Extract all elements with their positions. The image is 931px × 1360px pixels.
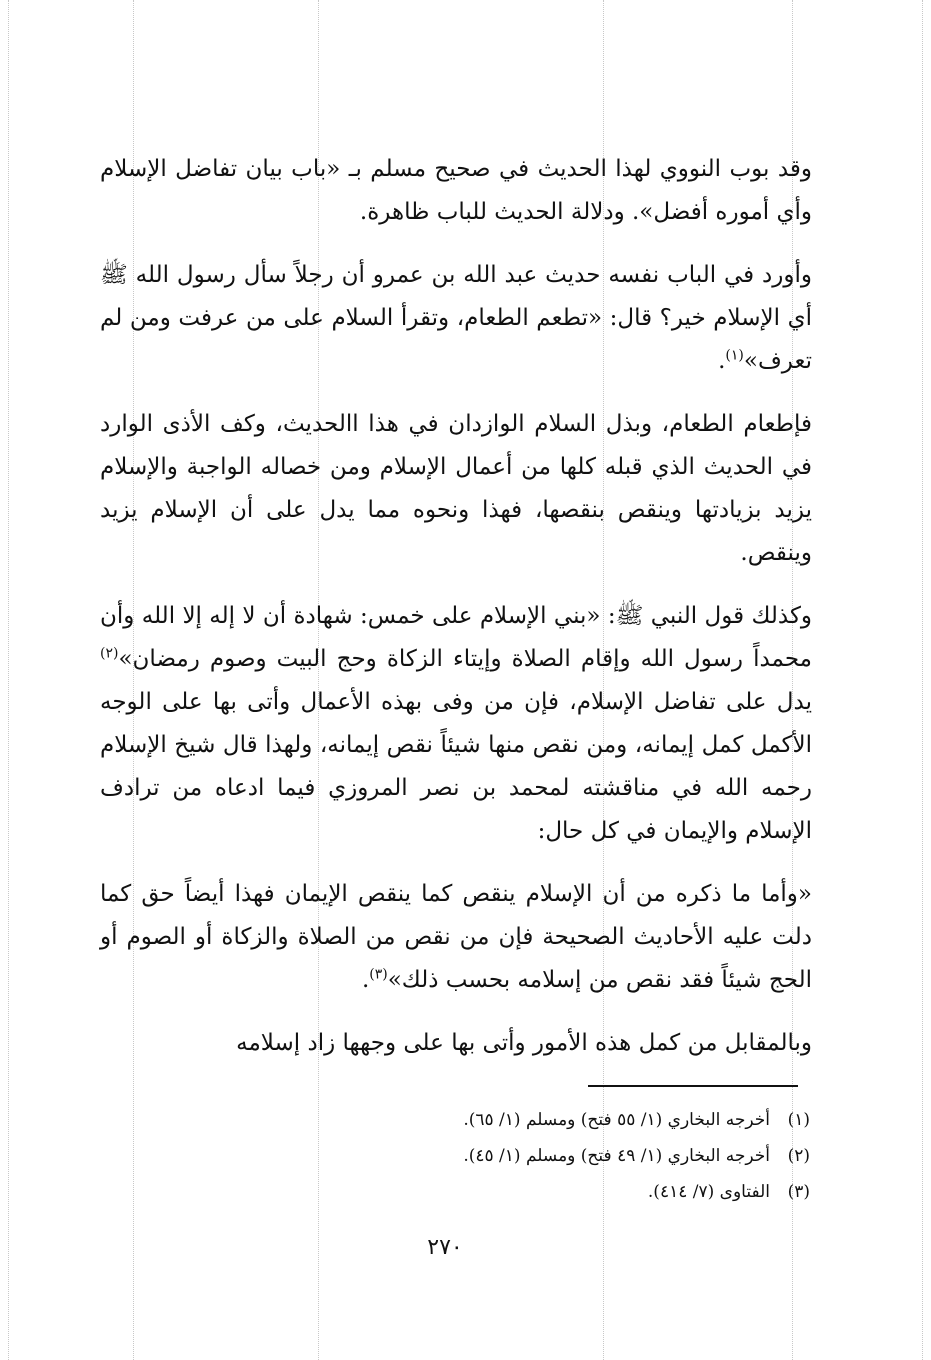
footnote-number: (٣) bbox=[787, 1182, 810, 1202]
paragraph-text: وقد بوب النووي لهذا الحديث في صحيح مسلم بـ «باب بيان تفاضل الإسلام وأي أموره أفضل». ودلالة الحديث للباب ظاهرة. bbox=[100, 156, 812, 225]
paragraph bbox=[100, 1022, 812, 1065]
footnote bbox=[330, 1102, 810, 1138]
paragraph-text-tail: . bbox=[361, 967, 370, 993]
footnote-divider bbox=[588, 1085, 798, 1087]
paragraph-text: وبالمقابل من كمل هذه الأمور وأتى بها على وجهها زاد إسلامه bbox=[236, 1030, 812, 1056]
paragraph bbox=[100, 403, 812, 575]
footnote-reference[interactable]: (٢) bbox=[100, 645, 119, 662]
paragraph bbox=[100, 148, 812, 234]
scan-guide-line bbox=[8, 0, 9, 1360]
footnote-text: أخرجه البخاري (١/ ٥٥ فتح) ومسلم (١/ ٦٥). bbox=[463, 1110, 770, 1130]
paragraph-text-tail: . bbox=[718, 348, 726, 374]
paragraph bbox=[100, 254, 812, 383]
paragraph-text: وكذلك قول النبي ﷺ: «بني الإسلام على خمس: شهادة أن لا إله إلا الله وأن محمداً رسول الله وإقام الصلاة وإيتاء الزكاة وحج البيت وصوم رمضان» bbox=[100, 603, 812, 672]
quote-paragraph bbox=[100, 873, 812, 1002]
paragraph-text-tail: يدل على تفاضل الإسلام، فإن من وفى بهذه الأعمال وأتى بها على الوجه الأكمل كمل إيمانه، ومن نقص منها شيئاً نقص إيمانه، ولهذا قال شيخ الإسلام رحمه الله في مناقشته لمحمد بن نصر المروزي فيما ادعاه من ترادف الإسلام والإيمان في كل حال: bbox=[100, 689, 812, 844]
footnote-number: (١) bbox=[787, 1110, 810, 1130]
paragraph-text: وأورد في الباب نفسه حديث عبد الله بن عمرو أن رجلاً سأل رسول الله ﷺ أي الإسلام خير؟ قال: «تطعم الطعام، وتقرأ السلام على من عرفت ومن لم تعرف» bbox=[100, 262, 812, 374]
footnote-number: (٢) bbox=[787, 1146, 810, 1166]
footnote-reference[interactable]: (٣) bbox=[369, 966, 388, 983]
footnotes bbox=[330, 1102, 810, 1210]
page-body bbox=[100, 148, 812, 1065]
scan-guide-line bbox=[922, 0, 923, 1360]
paragraph-text: فإطعام الطعام، وبذل السلام الوازدان في هذا االحديث، وكف الأذى الوارد في الحديث الذي قبله كلها من أعمال الإسلام ومن خصاله الواجبة والإسلام يزيد بزيادتها وينقص بنقصها، فهذا ونحوه مما يدل على أن الإسلام يزيد وينقص. bbox=[100, 411, 812, 566]
footnote bbox=[330, 1174, 810, 1210]
footnote-text: أخرجه البخاري (١/ ٤٩ فتح) ومسلم (١/ ٤٥). bbox=[463, 1146, 770, 1166]
footnote bbox=[330, 1138, 810, 1174]
paragraph bbox=[100, 595, 812, 853]
footnote-reference[interactable]: (١) bbox=[725, 347, 744, 364]
page-number: ٢٧٠ bbox=[427, 1235, 463, 1260]
paragraph-text: «وأما ما ذكره من أن الإسلام ينقص كما ينقص الإيمان فهذا أيضاً حق كما دلت عليه الأحاديث الصحيحة فإن من نقص من الصلاة والزكاة أو الصوم أو الحج شيئاً فقد نقص من إسلامه بحسب ذلك» bbox=[100, 881, 812, 993]
footnote-text: الفتاوى (٧/ ٤١٤). bbox=[647, 1182, 770, 1202]
